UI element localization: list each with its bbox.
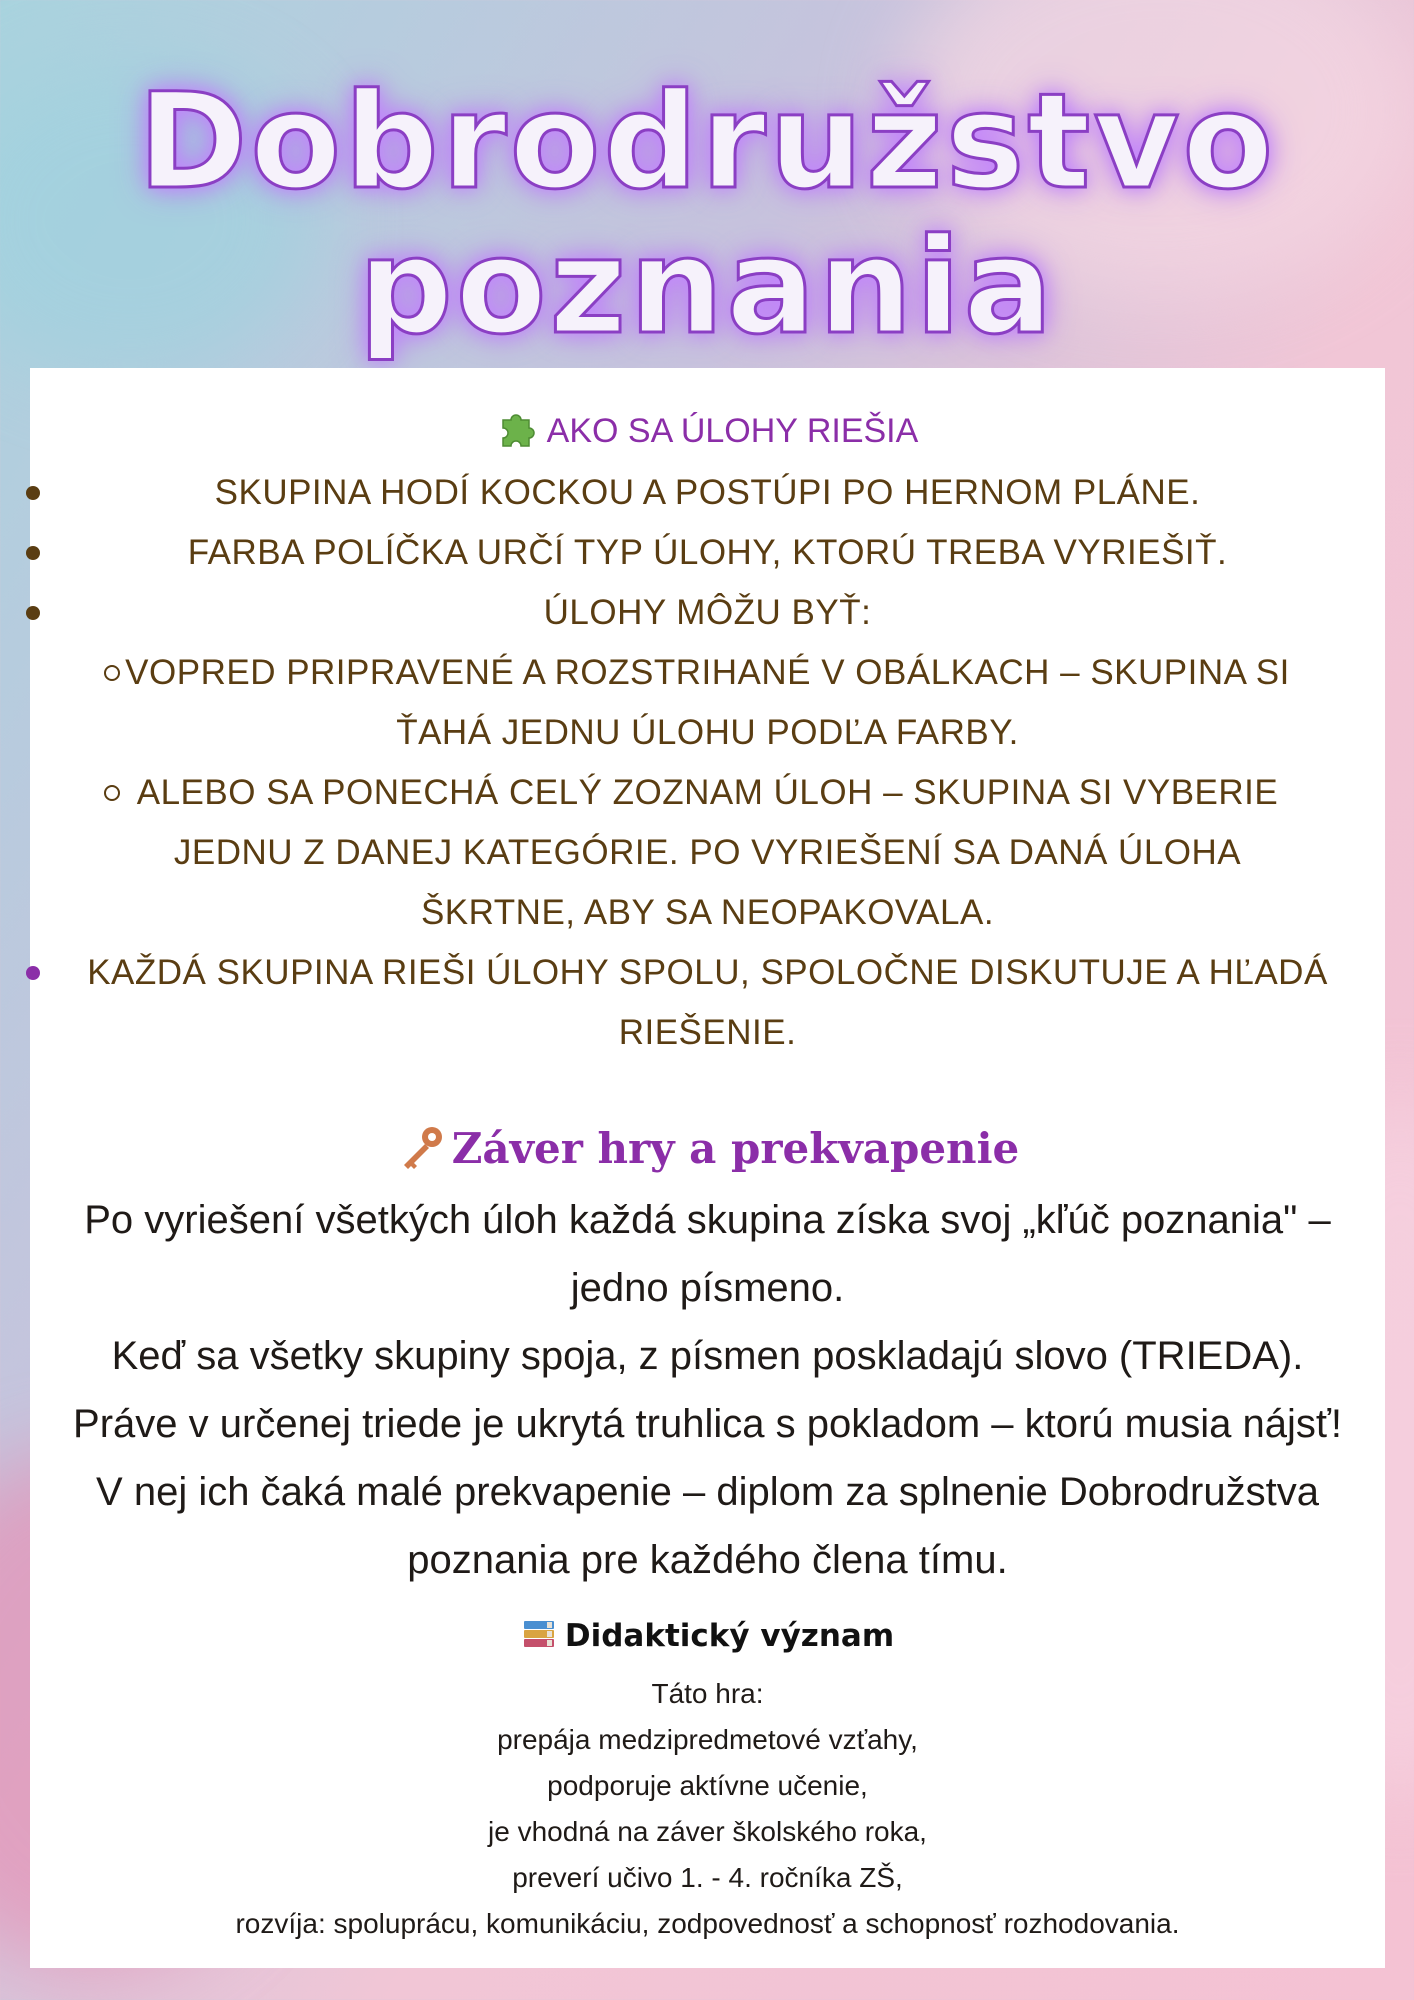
section-heading-text: AKO SA ÚLOHY RIEŠIA bbox=[546, 412, 919, 450]
text-line: jedno písmeno. bbox=[570, 1266, 845, 1310]
sub-bullet bbox=[104, 665, 120, 681]
sub-item-line: ALEBO SA PONECHÁ CELÝ ZOZNAM ÚLOH – SKUPINA SI VYBERIE bbox=[136, 773, 1279, 812]
list-item bbox=[30, 523, 1385, 583]
text-line: Keď sa všetky skupiny spoja, z písmen poskladajú slovo (TRIEDA). bbox=[111, 1334, 1304, 1378]
section-heading-conclusion bbox=[30, 1123, 1385, 1173]
didactic-text bbox=[30, 1671, 1385, 1947]
puzzle-icon bbox=[497, 410, 537, 450]
text-line: poznania pre každého člena tímu. bbox=[407, 1538, 1008, 1582]
books-icon bbox=[521, 1616, 557, 1652]
list-item-text: ÚLOHY MÔŽU BYŤ: bbox=[543, 593, 872, 632]
rules-list bbox=[30, 463, 1385, 1063]
text-line: je vhodná na záver školského roka, bbox=[488, 1816, 927, 1847]
text-line: podporuje aktívne učenie, bbox=[547, 1770, 868, 1801]
text-line: Táto hra: bbox=[651, 1678, 764, 1709]
key-icon bbox=[396, 1123, 446, 1173]
list-item bbox=[30, 463, 1385, 523]
text-line: preverí učivo 1. - 4. ročníka ZŠ, bbox=[512, 1862, 903, 1893]
sub-item-line: VOPRED PRIPRAVENÉ A ROZSTRIHANÉ V OBÁLKACH – SKUPINA SI bbox=[125, 653, 1290, 692]
list-item-text: KAŽDÁ SKUPINA RIEŠI ÚLOHY SPOLU, SPOLOČNE DISKUTUJE A HĽADÁ bbox=[87, 953, 1328, 992]
list-item-text: FARBA POLÍČKA URČÍ TYP ÚLOHY, KTORÚ TREBA VYRIEŠIŤ. bbox=[187, 533, 1228, 572]
text-line: prepája medzipredmetové vzťahy, bbox=[497, 1724, 918, 1755]
list-item-text: SKUPINA HODÍ KOCKOU A POSTÚPI PO HERNOM PLÁNE. bbox=[214, 473, 1201, 512]
list-item-text: RIEŠENIE. bbox=[618, 1013, 797, 1052]
text-line: Po vyriešení všetkých úloh každá skupina získa svoj „kľúč poznania" – bbox=[84, 1198, 1331, 1242]
page-title bbox=[0, 65, 1414, 364]
sub-item-line: JEDNU Z DANEJ KATEGÓRIE. PO VYRIEŠENÍ SA DANÁ ÚLOHA bbox=[173, 833, 1242, 872]
section-heading-didactic bbox=[30, 1616, 1385, 1654]
sub-list-item bbox=[30, 643, 1385, 763]
content-panel bbox=[30, 368, 1385, 1968]
section-heading-text: Záver hry a prekvapenie bbox=[451, 1124, 1020, 1173]
bullet bbox=[26, 546, 40, 560]
sub-item-line: ŠKRTNE, ABY SA NEOPAKOVALA. bbox=[420, 893, 995, 932]
text-line: rozvíja: spoluprácu, komunikáciu, zodpovednosť a schopnosť rozhodovania. bbox=[235, 1908, 1180, 1939]
list-item bbox=[30, 583, 1385, 643]
bullet bbox=[26, 606, 40, 620]
page-title-line1: Dobrodružstvo bbox=[137, 65, 1277, 219]
sub-item-line: ŤAHÁ JEDNU ÚLOHU PODĽA FARBY. bbox=[396, 713, 1019, 752]
page-title-line2: poznania bbox=[358, 210, 1056, 364]
text-line: V nej ich čaká malé prekvapenie – diplom za splnenie Dobrodružstva bbox=[96, 1470, 1319, 1514]
bullet bbox=[26, 966, 40, 980]
bullet bbox=[26, 486, 40, 500]
section-heading-text: Didaktický význam bbox=[564, 1618, 895, 1654]
text-line: Práve v určenej triede je ukrytá truhlica s pokladom – ktorú musia nájsť! bbox=[73, 1402, 1342, 1446]
section-heading-rules bbox=[30, 410, 1385, 451]
list-item bbox=[30, 943, 1385, 1063]
conclusion-text bbox=[30, 1186, 1385, 1594]
sub-list-item bbox=[30, 763, 1385, 943]
sub-bullet bbox=[104, 785, 120, 801]
